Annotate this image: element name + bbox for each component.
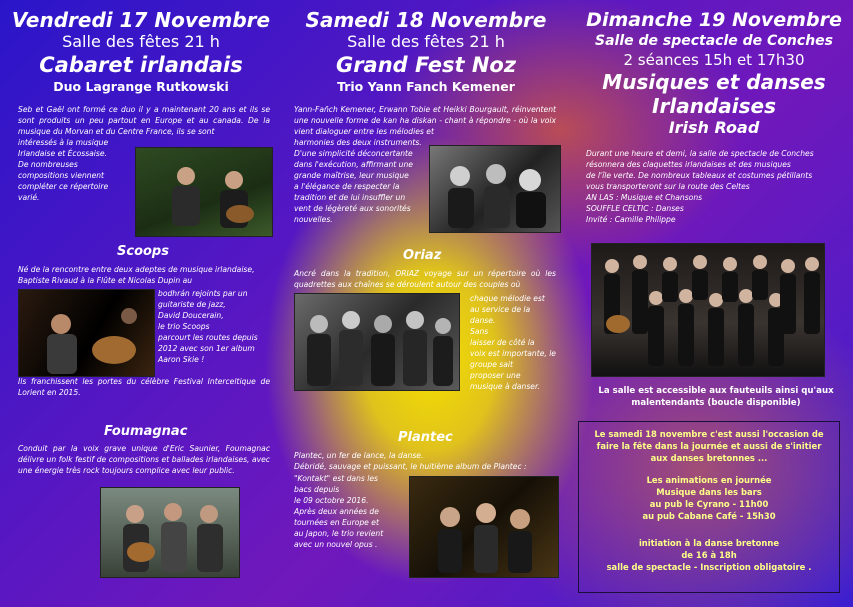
oriaz-photo-illustration xyxy=(295,294,459,390)
sunday-artist: Irish Road xyxy=(668,118,760,137)
sunday-sessions: 2 séances 15h et 17h30 xyxy=(623,51,805,69)
kemener-photo xyxy=(429,145,561,233)
irish-road-photo-illustration xyxy=(592,244,824,376)
scoops-photo xyxy=(18,289,155,377)
sunday-intro-lines: Durant une heure et demi, la salle de spectacle de Conches résonnera des claquettes irlandaises et des musiques de l'île verte. De nombreux tableaux et costumes pétillants vous transporteront sur la route des Celtes AN LAS : Musique et Chansons SOUFFLE CELTIC : Danses Invité : Camille Philippe xyxy=(586,148,848,225)
oriaz-photo xyxy=(294,293,460,391)
sunday-title-line2: Irlandaises xyxy=(652,94,776,118)
duo-photo-illustration xyxy=(136,148,272,236)
saturday-venue: Salle des fêtes 21 h xyxy=(347,32,505,51)
friday-artist: Duo Lagrange Rutkowski xyxy=(53,79,229,94)
friday-column xyxy=(0,0,282,96)
plantec-photo-illustration xyxy=(410,477,558,577)
foumagnac-photo-illustration xyxy=(101,488,239,577)
plantec-title: Plantec xyxy=(398,430,453,445)
plantec-lines: "Kontakt" est dans les bacs depuis le 09 octobre 2016. Après deux années de tournées en Europe et au Japon, le trio revient avec un nouvel opus . xyxy=(294,474,384,549)
plantec-text-1: Plantec, un fer de lance, la danse. xyxy=(294,451,424,460)
saturday-artist: Trio Yann Fanch Kemener xyxy=(337,79,515,94)
oriaz-intro-text: Ancré dans la tradition, ORIAZ voyage sur un répertoire où les quadrettes aux chaînes se déroulent autour des couples où xyxy=(294,269,556,289)
sunday-title-line1: Musiques et danses xyxy=(602,70,826,94)
friday-intro-text: Seb et Gaël ont formé ce duo il y a maintenant 20 ans et ils se sont produits un peu partout en Europe et au canada. De la musique du Morvan et du Centre France, ils se sont xyxy=(18,105,270,136)
scoops-intro-text: Né de la rencontre entre deux adeptes de musique irlandaise, Baptiste Rivaud à la Flûte et Nicolas Dupin au xyxy=(18,265,255,285)
sunday-day: Dimanche 19 Novembre xyxy=(586,9,842,31)
scoops-outro-text: Ils franchissent les portes du célèbre Festival Interceltique de Lorient en 2015. xyxy=(18,377,270,397)
saturday-column xyxy=(284,0,568,96)
foumagnac-photo xyxy=(100,487,240,578)
saturday-events-box: Le samedi 18 novembre c'est aussi l'occasion de faire la fête dans la journée et aussi de s'initier aux danses bretonnes ... Les animations en journée Musique dans les bars au pub le Cyrano - 11h00 au pub Cabane Café - 15h30 initiation à la danse bretonne de 16 à 18h salle de spectacle - Inscription obligatoire . xyxy=(578,421,840,593)
friday-day: Vendredi 17 Novembre xyxy=(11,8,271,32)
kemener-photo-illustration xyxy=(430,146,560,232)
plantec-photo xyxy=(409,476,559,578)
oriaz-lines: chaque mélodie est au service de la danse. Sans laisser de côté la voix est importante, le groupe sait proposer une musique à danser. xyxy=(470,294,556,391)
friday-title: Cabaret irlandais xyxy=(39,53,243,77)
scoops-photo-illustration xyxy=(19,290,154,376)
friday-intro-lines: intéressés à la musique Irlandaise et Écossaise. De nombreuses compositions viennent compléter ce répertoire varié. xyxy=(18,138,109,202)
credit-souffle-celtic: SOUFFLE CELTIC : Danses xyxy=(586,204,684,213)
foumagnac-title: Foumagnac xyxy=(104,424,188,439)
saturday-day: Samedi 18 Novembre xyxy=(305,8,547,32)
credit-guest: Invité : Camille Philippe xyxy=(586,215,676,224)
friday-venue: Salle des fêtes 21 h xyxy=(62,32,220,51)
accessibility-note: La salle est accessible aux fauteuils ainsi qu'aux malentendants (boucle disponible) xyxy=(598,386,834,408)
sunday-column xyxy=(575,0,853,138)
sunday-venue: Salle de spectacle de Conches xyxy=(595,33,833,49)
plantec-text-2: Débridé, sauvage et puissant, le huitième album de Plantec : xyxy=(294,462,527,471)
foumagnac-text: Conduit par la voix grave unique d'Eric Saunier, Foumagnac délivre un folk festif de compositions et ballades irlandaises, avec une énergie très rock toujours complice avec leur public. xyxy=(18,444,270,475)
saturday-title: Grand Fest Noz xyxy=(335,53,517,77)
credit-an-las: AN LAS : Musique et Chansons xyxy=(586,193,703,202)
irish-road-photo xyxy=(591,243,825,377)
scoops-lines: bodhrán rejoints par un guitariste de jazz, David Doucerain, le trio Scoops parcourt les routes depuis 2012 avec son 1er album Aaron Skie ! xyxy=(158,289,258,364)
duo-photo xyxy=(135,147,273,237)
saturday-intro-lines: harmonies des deux instruments. D'une simplicité déconcertante dans l'exécution, affirmant une grande maîtrise, leur musique a l'élégance de respecter la tradition et de lui insuffler un vent de légèreté aux sonorités nouvelles. xyxy=(294,138,422,224)
oriaz-title: Oriaz xyxy=(403,248,442,263)
scoops-title: Scoops xyxy=(117,244,169,259)
saturday-intro-text: Yann-Fañch Kemener, Erwann Tobie et Heikki Bourgault, réinventent une nouvelle forme de kan ha diskan - chant à répondre - où la voix vient dialoguer entre les mélodies et xyxy=(294,105,556,136)
